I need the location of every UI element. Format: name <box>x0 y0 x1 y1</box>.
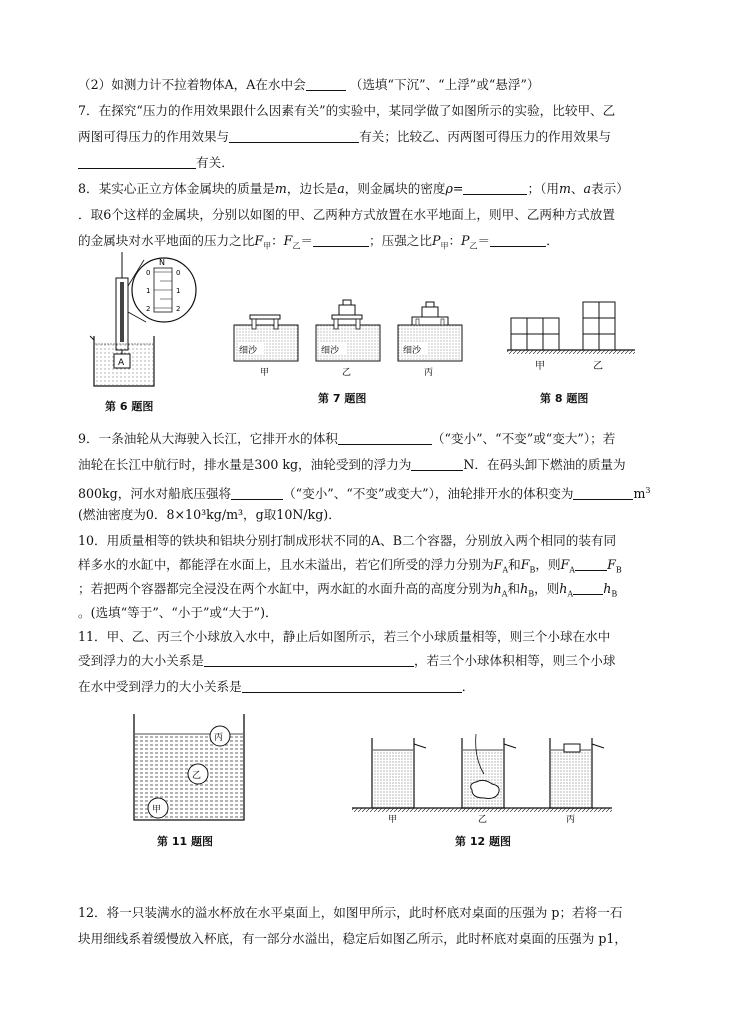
tray-yi <box>316 300 380 378</box>
svg-text:甲: 甲 <box>152 805 162 815</box>
floating-block <box>564 744 580 752</box>
tray-jia <box>234 315 298 378</box>
ball-jia <box>148 798 168 818</box>
q8-line1: 8．某实心正立方体金属块的质量是m，边长是a，则金属块的密度ρ= ；（用m、a表示） <box>78 181 629 196</box>
stack-jia <box>511 318 559 350</box>
q10-line3: ；若把两个容器都完全浸没在两个水缸中，两水缸的水面升高的高度分别为$h_A$和$h_B$，则$h_A$ $h_B$ <box>78 581 618 599</box>
figure-11-caption: 第 11 题图 <box>157 835 213 848</box>
spring-scale-spring <box>120 282 124 342</box>
q7-line2: 两图可得压力的作用效果与 有关；比较乙、丙两图可得压力的作用效果与 <box>78 129 611 144</box>
figure-6-spring-scale <box>80 252 200 397</box>
svg-text:细沙: 细沙 <box>239 346 258 356</box>
svg-text:甲: 甲 <box>388 815 398 825</box>
figure-6-caption: 第 6 题图 <box>105 400 154 413</box>
answer-blank[interactable] <box>573 486 633 500</box>
answer-blank[interactable] <box>575 557 607 571</box>
answer-blank[interactable] <box>338 431 432 445</box>
svg-text:乙: 乙 <box>192 771 202 781</box>
q11-line1: 11．甲、乙、丙三个小球放入水中，静止后如图所示，若三个小球质量相等，则三个小球在水中 <box>78 629 611 644</box>
answer-blank[interactable] <box>313 233 369 247</box>
svg-text:甲: 甲 <box>260 368 270 378</box>
answer-blank[interactable] <box>204 653 414 667</box>
ball-bing <box>210 726 230 746</box>
stack-yi <box>583 302 615 350</box>
figure-7-sand-trays <box>230 295 475 380</box>
figure-7-caption: 第 7 题图 <box>318 392 367 405</box>
svg-text:丙: 丙 <box>424 368 434 378</box>
svg-text:丙: 丙 <box>214 733 224 743</box>
q12-line1: 12．将一只装满水的溢水杯放在水平桌面上，如图甲所示，此时杯底对桌面的压强为 p；若将一石 <box>78 905 623 920</box>
q10-line2: 样多水的水缸中，都能浮在水面上，且水未溢出，若它们所受的浮力分别为$F_A$和$F_B$，则$F_A$ $F_B$ <box>78 557 622 575</box>
answer-blank[interactable] <box>411 457 463 471</box>
q8-line3: 的金属块对水平地面的压力之比$F_甲$：$F_乙=$ ；压强之比$P_甲$：$P_乙=$ ． <box>78 233 559 251</box>
q7-line3: 有关． <box>78 154 678 172</box>
q11-line2: 受到浮力的大小关系是 ，若三个小球体积相等，则三个小球 <box>78 653 616 668</box>
svg-text:细沙: 细沙 <box>321 346 340 356</box>
q9-line1: 9．一条油轮从大海驶入长江，它排开水的体积 （“变小”、“不变”或“变大”）；若 <box>78 431 616 446</box>
svg-text:乙: 乙 <box>593 361 603 372</box>
figure-12-overflow-cups <box>350 728 615 826</box>
tray-bing <box>398 302 462 378</box>
figure-11-balls-in-water <box>130 712 250 824</box>
q11-line3: 在水中受到浮力的大小关系是 ． <box>78 679 475 694</box>
answer-blank[interactable] <box>306 77 346 91</box>
answer-blank[interactable] <box>231 486 283 500</box>
answer-blank[interactable] <box>463 181 527 195</box>
q9-line3: 800kg，河水对船底压强将 （“变小”、“不变”或变大”），油轮排开水的体积变为 $m^3$ <box>78 486 651 502</box>
svg-text:1: 1 <box>176 287 181 295</box>
svg-text:A: A <box>118 358 125 368</box>
newton-label: N <box>159 258 165 267</box>
ball-yi <box>188 764 208 784</box>
answer-blank[interactable] <box>78 155 196 169</box>
svg-text:细沙: 细沙 <box>403 346 422 356</box>
figure-12-caption: 第 12 题图 <box>455 835 511 848</box>
q6-part2: （2）如测力计不拉着物体A，A在水中会 （选填“下沉”、“上浮”或“悬浮”） <box>78 77 540 92</box>
svg-text:2: 2 <box>146 305 151 313</box>
svg-text:乙: 乙 <box>342 368 352 378</box>
svg-text:0: 0 <box>176 269 181 277</box>
q9-line4: (燃油密度为0．8×10³kg/m³，g取10N/kg)． <box>78 507 341 522</box>
answer-blank[interactable] <box>573 581 603 595</box>
svg-text:1: 1 <box>146 287 151 295</box>
svg-text:甲: 甲 <box>535 361 545 372</box>
q10-line4: 。(选填“等于”、“小于”或“大于”)． <box>78 605 278 620</box>
q8-line2: ．取6个这样的金属块，分别以如图的甲、乙两种方式放置在水平地面上，则甲、乙两种方式放置 <box>78 207 615 222</box>
svg-text:丙: 丙 <box>566 815 576 825</box>
svg-text:0: 0 <box>146 269 151 277</box>
q12-line2: 块用细线系着缓慢放入杯底，有一部分水溢出，稳定后如图乙所示，此时杯底对桌面的压强为 p1， <box>78 931 628 946</box>
answer-blank[interactable] <box>229 129 359 143</box>
q10-line1: 10．用质量相等的铁块和铝块分别打制成形状不同的A、B二个容器，分别放入两个相同的装有同 <box>78 533 617 548</box>
svg-text:乙: 乙 <box>478 815 488 825</box>
q9-line2: 油轮在长江中航行时，排水量是300 kg，油轮受到的浮力为 N．在码头卸下燃油的质量为 <box>78 457 626 472</box>
q7-line1: 7．在探究“压力的作用效果跟什么因素有关”的实验中，某同学做了如图所示的实验，比较甲、乙 <box>78 103 616 118</box>
answer-blank[interactable] <box>242 679 462 693</box>
answer-blank[interactable] <box>490 233 546 247</box>
figure-8-caption: 第 8 题图 <box>540 392 589 405</box>
figure-8-cube-stacks <box>505 298 640 378</box>
svg-text:2: 2 <box>176 305 181 313</box>
